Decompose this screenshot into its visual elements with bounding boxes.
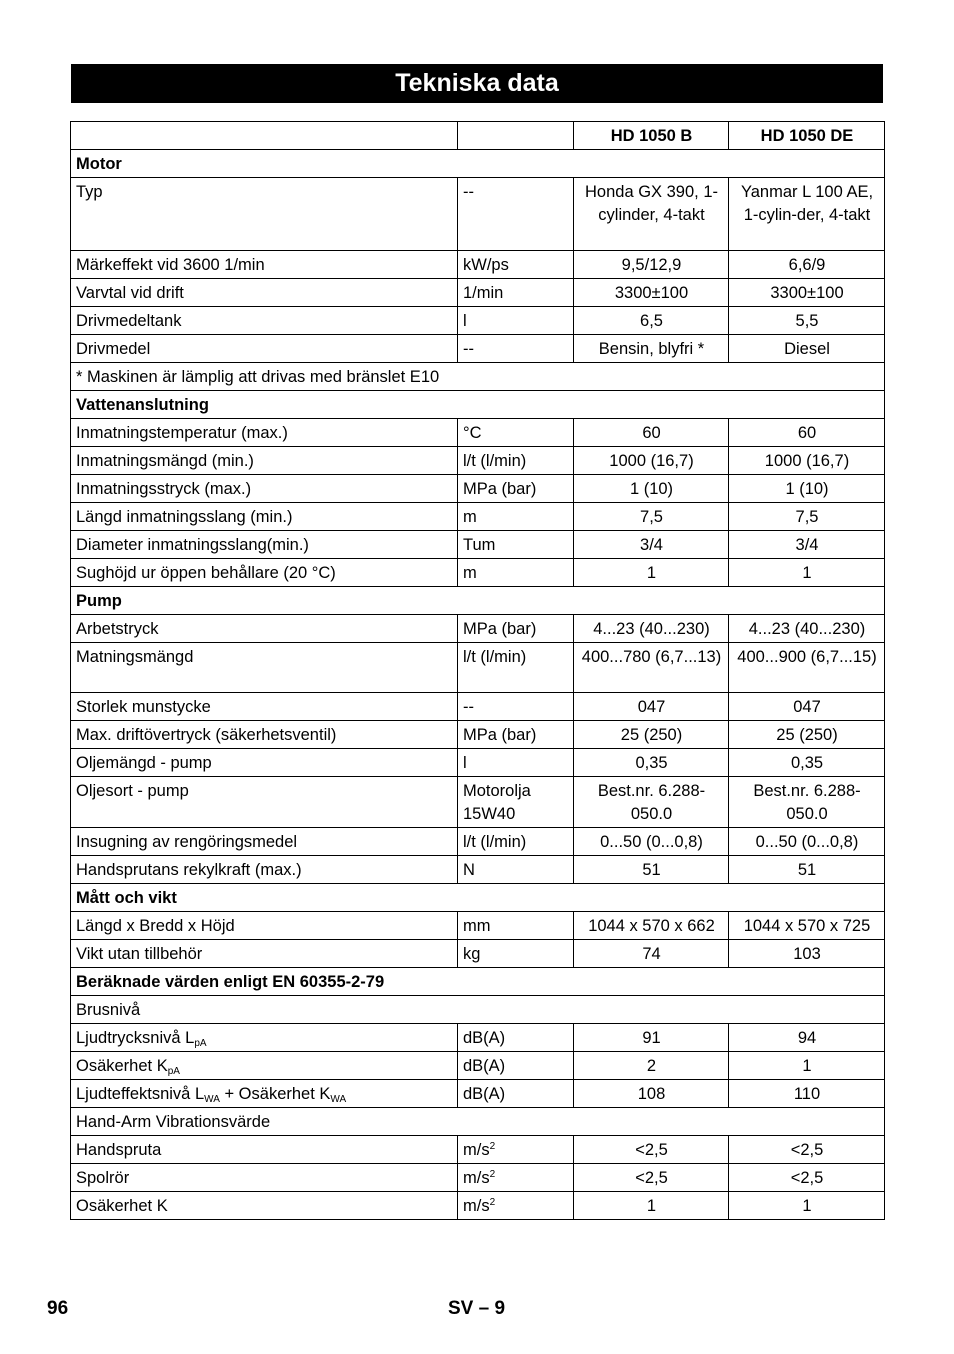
technical-data-table <box>70 121 885 1220</box>
row-unit: -- <box>458 178 574 251</box>
row-label: Max. driftövertryck (säkerhetsventil) <box>71 721 458 749</box>
row-label: Längd x Bredd x Höjd <box>71 912 458 940</box>
row-label: Drivmedeltank <box>71 307 458 335</box>
row-label: Inmatningstemperatur (max.) <box>71 419 458 447</box>
value-b: 9,5/12,9 <box>574 251 729 279</box>
table-row <box>71 178 885 251</box>
table-row <box>71 279 885 307</box>
row-label: Osäkerhet K <box>71 1192 458 1220</box>
section-matt-och-vikt: Mått och vikt <box>71 884 885 912</box>
value-de: 4...23 (40...230) <box>729 615 885 643</box>
value-de: 110 <box>729 1080 885 1108</box>
value-de: 51 <box>729 856 885 884</box>
row-unit: mm <box>458 912 574 940</box>
value-b: Honda GX 390, 1-cylinder, 4-takt <box>574 178 729 251</box>
value-de: Best.nr. 6.288-050.0 <box>729 777 885 828</box>
value-de: 25 (250) <box>729 721 885 749</box>
section-vattenanslutning: Vattenanslutning <box>71 391 885 419</box>
value-b: 1 <box>574 1192 729 1220</box>
row-unit: l <box>458 749 574 777</box>
value-b: <2,5 <box>574 1136 729 1164</box>
subsection-row <box>71 1108 885 1136</box>
value-b: 1 (10) <box>574 475 729 503</box>
value-b: 7,5 <box>574 503 729 531</box>
value-de: 1044 x 570 x 725 <box>729 912 885 940</box>
row-label: Varvtal vid drift <box>71 279 458 307</box>
value-de: 047 <box>729 693 885 721</box>
value-b: 91 <box>574 1024 729 1052</box>
row-label: Inmatningsstryck (max.) <box>71 475 458 503</box>
value-b: 1000 (16,7) <box>574 447 729 475</box>
table-row <box>71 503 885 531</box>
value-b: Best.nr. 6.288-050.0 <box>574 777 729 828</box>
row-unit: l/t (l/min) <box>458 828 574 856</box>
value-b: 400...780 (6,7...13) <box>574 643 729 693</box>
section-motor: Motor <box>71 150 885 178</box>
value-de: Yanmar L 100 AE, 1-cylin-der, 4-takt <box>729 178 885 251</box>
table-row <box>71 693 885 721</box>
header-empty-2 <box>458 122 574 150</box>
row-unit: m <box>458 503 574 531</box>
table-row <box>71 447 885 475</box>
row-unit: dB(A) <box>458 1052 574 1080</box>
value-b: 047 <box>574 693 729 721</box>
row-unit: -- <box>458 335 574 363</box>
row-label: Inmatningsmängd (min.) <box>71 447 458 475</box>
row-unit: °C <box>458 419 574 447</box>
row-unit: Tum <box>458 531 574 559</box>
row-unit: MPa (bar) <box>458 615 574 643</box>
value-b: 60 <box>574 419 729 447</box>
table-row <box>71 1024 885 1052</box>
row-label: Storlek munstycke <box>71 693 458 721</box>
row-label: Ljudtrycksnivå $L_{pA}$ <box>71 1024 458 1052</box>
row-unit: l/t (l/min) <box>458 643 574 693</box>
value-b: 0,35 <box>574 749 729 777</box>
table-row <box>71 559 885 587</box>
value-de: 1 <box>729 1052 885 1080</box>
value-b: 25 (250) <box>574 721 729 749</box>
table-header-row <box>71 122 885 150</box>
row-unit: l/t (l/min) <box>458 447 574 475</box>
value-de: 5,5 <box>729 307 885 335</box>
row-unit: $m/s^2$ <box>458 1164 574 1192</box>
table-row <box>71 749 885 777</box>
row-label: Spolrör <box>71 1164 458 1192</box>
value-de: 60 <box>729 419 885 447</box>
value-de: 1000 (16,7) <box>729 447 885 475</box>
row-unit: MPa (bar) <box>458 721 574 749</box>
row-unit: dB(A) <box>458 1024 574 1052</box>
table-row <box>71 475 885 503</box>
row-label: Matningsmängd <box>71 643 458 693</box>
value-b: 1 <box>574 559 729 587</box>
value-b: 4...23 (40...230) <box>574 615 729 643</box>
page-title: Tekniska data <box>71 64 883 103</box>
table-row <box>71 335 885 363</box>
value-de: 1 <box>729 1192 885 1220</box>
row-label: Handsprutans rekylkraft (max.) <box>71 856 458 884</box>
vibration-label: Hand-Arm Vibrationsvärde <box>71 1108 885 1136</box>
value-de: 6,6/9 <box>729 251 885 279</box>
value-de: 0...50 (0...0,8) <box>729 828 885 856</box>
row-label: Oljemängd - pump <box>71 749 458 777</box>
row-label: Diameter inmatningsslang(min.) <box>71 531 458 559</box>
footnote-row <box>71 363 885 391</box>
row-label: Drivmedel <box>71 335 458 363</box>
table-row <box>71 777 885 828</box>
value-de: <2,5 <box>729 1164 885 1192</box>
row-label: Längd inmatningsslang (min.) <box>71 503 458 531</box>
value-de: 1 <box>729 559 885 587</box>
value-b: <2,5 <box>574 1164 729 1192</box>
row-unit: kW/ps <box>458 251 574 279</box>
row-unit: dB(A) <box>458 1080 574 1108</box>
table-row <box>71 1052 885 1080</box>
page-section-label: SV – 9 <box>448 1298 506 1319</box>
table-row <box>71 1164 885 1192</box>
table-row <box>71 856 885 884</box>
row-unit: l <box>458 307 574 335</box>
row-label: Vikt utan tillbehör <box>71 940 458 968</box>
row-label: Typ <box>71 178 458 251</box>
table-row <box>71 615 885 643</box>
row-unit: $m/s^2$ <box>458 1192 574 1220</box>
value-de: 3300±100 <box>729 279 885 307</box>
table-row <box>71 1080 885 1108</box>
row-label: Sughöjd ur öppen behållare (20 °C) <box>71 559 458 587</box>
row-unit: N <box>458 856 574 884</box>
table-row <box>71 419 885 447</box>
section-beraknade-varden: Beräknade värden enligt EN 60355-2-79 <box>71 968 885 996</box>
row-unit: 1/min <box>458 279 574 307</box>
value-b: 74 <box>574 940 729 968</box>
subsection-row <box>71 996 885 1024</box>
header-hd1050de: HD 1050 DE <box>729 122 885 150</box>
value-de: <2,5 <box>729 1136 885 1164</box>
value-de: 400...900 (6,7...15) <box>729 643 885 693</box>
value-de: 3/4 <box>729 531 885 559</box>
e10-footnote: * Maskinen är lämplig att drivas med bränslet E10 <box>71 363 885 391</box>
value-b: 3300±100 <box>574 279 729 307</box>
row-label: Insugning av rengöringsmedel <box>71 828 458 856</box>
value-de: 0,35 <box>729 749 885 777</box>
value-b: 0...50 (0...0,8) <box>574 828 729 856</box>
value-de: 1 (10) <box>729 475 885 503</box>
row-label: Handspruta <box>71 1136 458 1164</box>
row-unit: $m/s^2$ <box>458 1136 574 1164</box>
table-row <box>71 531 885 559</box>
header-empty-1 <box>71 122 458 150</box>
value-b: 1044 x 570 x 662 <box>574 912 729 940</box>
row-unit: -- <box>458 693 574 721</box>
table-row <box>71 307 885 335</box>
row-label: Oljesort - pump <box>71 777 458 828</box>
row-label: Osäkerhet $K_{pA}$ <box>71 1052 458 1080</box>
row-label: Arbetstryck <box>71 615 458 643</box>
value-b: 108 <box>574 1080 729 1108</box>
row-unit: MPa (bar) <box>458 475 574 503</box>
value-de: 94 <box>729 1024 885 1052</box>
value-b: 2 <box>574 1052 729 1080</box>
row-label: Ljudteffektsnivå $L_{WA}$ + Osäkerhet $K_{WA}$ <box>71 1080 458 1108</box>
brusniva-label: Brusnivå <box>71 996 885 1024</box>
row-unit: Motorolja 15W40 <box>458 777 574 828</box>
row-label: Märkeffekt vid 3600 1/min <box>71 251 458 279</box>
page-number: 96 <box>47 1298 69 1319</box>
value-de: 7,5 <box>729 503 885 531</box>
table-row <box>71 251 885 279</box>
table-row <box>71 912 885 940</box>
table-row <box>71 828 885 856</box>
value-de: Diesel <box>729 335 885 363</box>
table-row <box>71 940 885 968</box>
header-hd1050b: HD 1050 B <box>574 122 729 150</box>
row-unit: kg <box>458 940 574 968</box>
table-row <box>71 1136 885 1164</box>
value-b: 6,5 <box>574 307 729 335</box>
section-pump: Pump <box>71 587 885 615</box>
table-row <box>71 643 885 693</box>
value-b: 3/4 <box>574 531 729 559</box>
value-b: Bensin, blyfri * <box>574 335 729 363</box>
row-unit: m <box>458 559 574 587</box>
table-row <box>71 1192 885 1220</box>
value-b: 51 <box>574 856 729 884</box>
table-row <box>71 721 885 749</box>
value-de: 103 <box>729 940 885 968</box>
